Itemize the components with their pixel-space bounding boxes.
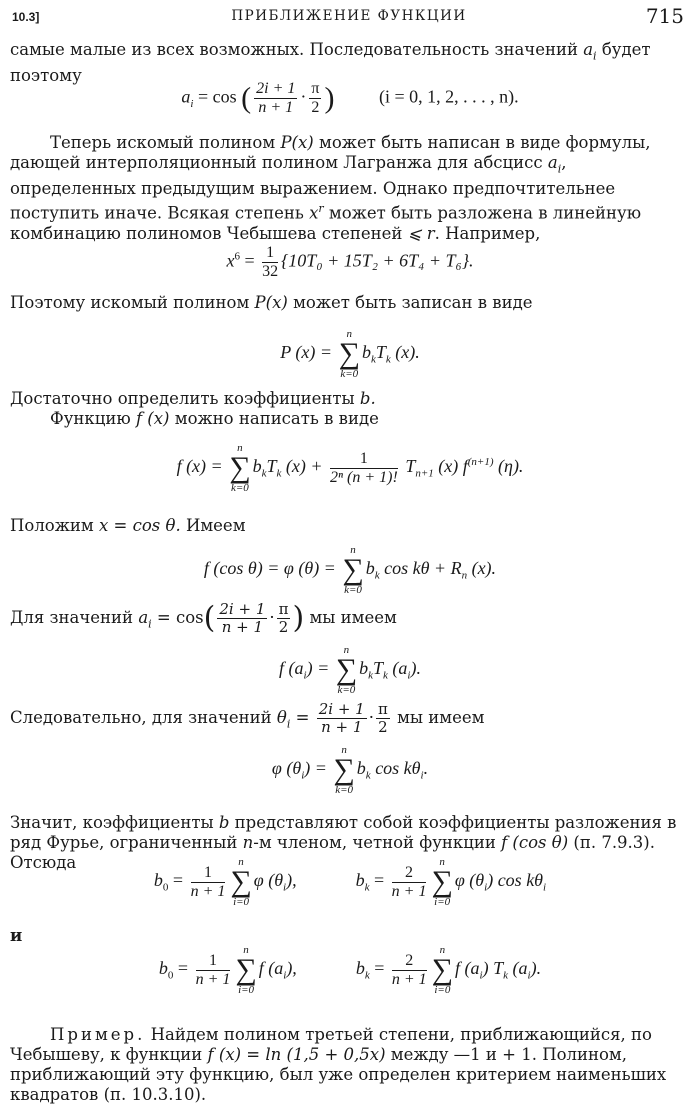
paragraph-1: самые малые из всех возможных. Последовательность значений $a_i$ будет поэтому <box>10 40 651 86</box>
paragraph-3: Поэтому искомый полином P(x) может быть записан в виде <box>10 293 533 312</box>
formula-x6: $x^6$ = $\frac{1}{32}$ {10T₀ + 15T₂ + 6T₄ + T₆}. <box>226 244 474 280</box>
page-number: 715 <box>645 4 684 28</box>
section-number: 10.3] <box>12 10 40 24</box>
formula-ai: $a_i = \cos$ ( $\frac{2i + 1}{n + 1}$ · $\frac{\pi}{2}$ ) (i = 0, 1, 2, . . . , n). <box>181 80 519 116</box>
formula-fx: f (x) = n ∑ k=0 $b_kT_k$ (x) + $\frac{1}{\text{2ⁿ (n + 1)!}}$ $T_{n+1}$ (x) $f^{(n+1)}$ (η). <box>176 442 524 494</box>
page-header <box>8 4 690 32</box>
paragraph-5: Функцию f (x) можно написать в виде <box>50 409 379 428</box>
formula-px: P (x) = n ∑ k=0 $b_kT_k$ (x). <box>280 328 420 380</box>
paragraph-example: Пример. Найдем полином третьей степени, приближающийся, по Чебышеву, к функции f (x) = ln (1,5 + 0,5x) между —1 и + 1. Полином, приближающий эту функцию, был уже определен критерием наименьших квадратов (п. 10.3.10). <box>10 1025 667 1104</box>
formula-fcos: f (cos θ) = φ (θ) = n ∑ k=0 $b_k$ $\cos k\theta + R_n$ (x). <box>203 544 497 596</box>
formula-fai: f $(a_i)$ = n ∑ k=0 $b_kT_k$ $(a_i)$. <box>279 644 421 696</box>
paragraph-9: Значит, коэффициенты b представляют собой коэффициенты разложения в ряд Фурье, ограниченный n-м членом, четной функции f (cos θ) (п. 7.9.3). Отсюда <box>10 813 677 872</box>
formula-b-f: $b_0$ = $\frac{1}{n + 1}$ n ∑ i=0 f $(a_i)$, $b_k$ = $\frac{2}{n + 1}$ n ∑ i=0 f $(a_i)$ $T_k$ $(a_i)$. <box>158 944 542 996</box>
paragraph-2: Теперь искомый полином P(x) может быть написан в виде формулы, дающей интерполяционный полином Лагранжа для абсцисс $a_i$, определенных предыдущим выражением. Однако предпочтительнее поступить иначе. Всякая степень $x^r$ может быть разложена в линейную комбинацию полиномов Чебышева степеней ⩽ r. Например, <box>10 133 651 243</box>
formula-phi: φ $(\theta_i)$ = n ∑ k=0 $b_k$ $\cos k\theta_i$. <box>271 744 429 796</box>
conjunction-and: и <box>10 926 23 945</box>
running-title: ПРИБЛИЖЕНИЕ ФУНКЦИИ <box>231 8 467 24</box>
paragraph-4: Достаточно определить коэффициенты b. <box>10 389 376 408</box>
paragraph-8: Следовательно, для значений $\theta_i$ = $\frac{2i + 1}{n + 1}$ · $\frac{\pi}{2}$ мы имеем <box>10 700 485 736</box>
paragraph-7: Для значений $a_i = \cos$( $\frac{2i + 1}{n + 1}$ · $\frac{\pi}{2}$ ) мы имеем <box>10 600 397 636</box>
paragraph-6: Положим x = cos θ. Имеем <box>10 516 246 535</box>
formula-b-phi: $b_0$ = $\frac{1}{n + 1}$ n ∑ i=0 φ $(\theta_i)$, $b_k$ = $\frac{2}{n + 1}$ n ∑ i=0 φ $(\theta_i)$ $\cos k\theta_i$ <box>153 856 547 908</box>
